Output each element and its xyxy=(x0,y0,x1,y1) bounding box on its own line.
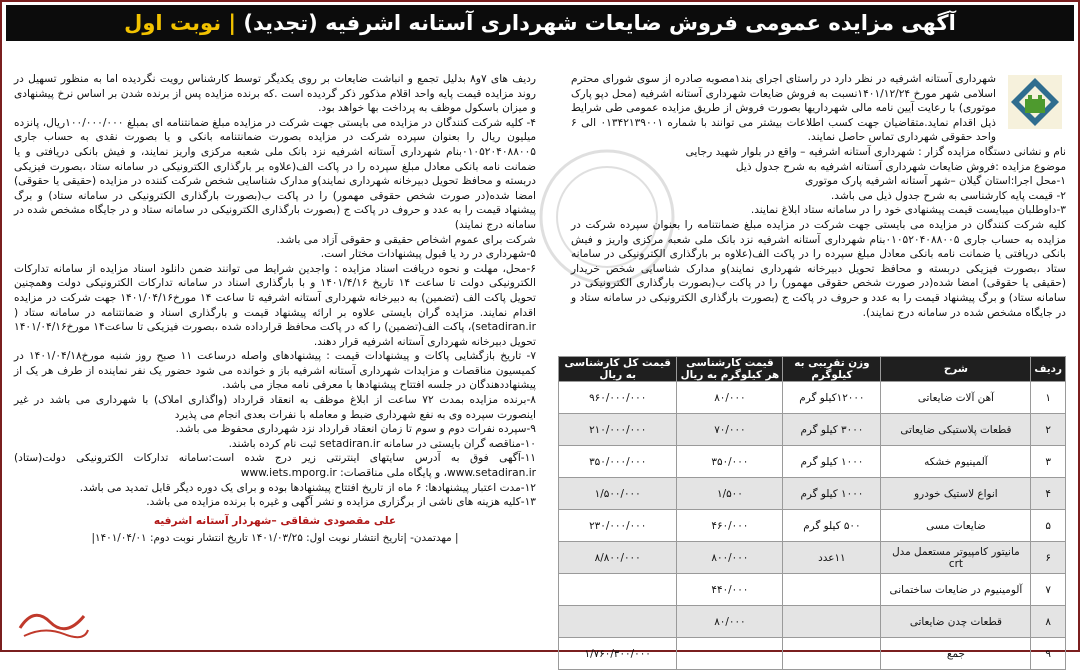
right-column xyxy=(571,72,1066,320)
row-cell: ۸۰/۰۰۰ xyxy=(677,606,783,638)
row-cell: ۵ xyxy=(1031,510,1066,542)
condition-3: ۳-داوطلبان میبایست قیمت پیشنهادی خود را در سامانه ستاد ابلاغ نمایند. xyxy=(750,204,1066,217)
round-label: | نوبت اول xyxy=(124,11,237,35)
page-title xyxy=(6,5,1074,41)
table-row xyxy=(559,510,1066,542)
row-cell: ۸۰۰/۰۰۰ xyxy=(677,542,783,574)
row-cell: ۳ xyxy=(1031,446,1066,478)
row-cell: ۹ xyxy=(1031,638,1066,670)
row-cell: آلومینیوم در ضایعات ساختمانی xyxy=(881,574,1031,606)
table-row xyxy=(559,382,1066,414)
eligibility-note: شرکت برای عموم اشخاص حقیقی و حقوقی آزاد می باشد. xyxy=(276,233,536,246)
row-cell: ۳۵۰/۰۰۰ xyxy=(677,446,783,478)
row-cell xyxy=(783,638,881,670)
table-row xyxy=(559,478,1066,510)
row-cell: ۱ xyxy=(1031,382,1066,414)
table-total-row xyxy=(559,638,1066,670)
row-cell xyxy=(677,638,783,670)
condition-5: ۵-شهرداری در رد یا قبول پیشنهادات مختار است. xyxy=(320,248,536,261)
col-header-description: شرح xyxy=(881,357,1031,382)
row-cell xyxy=(783,574,881,606)
row-cell: ۱/۷۶۰/۳۰۰/۰۰۰ xyxy=(559,638,677,670)
row-cell xyxy=(559,606,677,638)
row-cell: ۸ xyxy=(1031,606,1066,638)
condition-8: ۸-برنده مزایده بمدت ۷۲ ساعت از ابلاغ موظف به انعقاد قرارداد (واگذاری املاک) با شهرداری می باشد در غیر اینصورت سپرده وی به نفع شهرداری ضبط و معامله با نفرات بعدی انجام می پذیرد xyxy=(14,394,536,421)
row-cell: جمع xyxy=(881,638,1031,670)
table-row xyxy=(559,414,1066,446)
table-row xyxy=(559,574,1066,606)
row-cell: ۱/۵۰۰/۰۰۰ xyxy=(559,478,677,510)
condition-11: ۱۱-آگهی فوق به آدرس سایتهای اینترنتی زیر درج شده است:سامانه تدارکات الکترونیکی دولت(ستاد) www.setadiran.ir، و پایگاه ملی مناقصات: www.iets.mporg.ir xyxy=(14,452,536,480)
row-cell: ۱۰۰۰ کیلو گرم xyxy=(783,446,881,478)
row-cell: ۸۰/۰۰۰ xyxy=(677,382,783,414)
row-cell: ۳۰۰۰ کیلو گرم xyxy=(783,414,881,446)
row-cell: آلمینیوم خشکه xyxy=(881,446,1031,478)
row-cell: انواع لاستیک خودرو xyxy=(881,478,1031,510)
row-cell: ۱/۵۰۰ xyxy=(677,478,783,510)
row-cell: ۴۶۰/۰۰۰ xyxy=(677,510,783,542)
title-text: آگهی مزایده عمومی فروش ضایعات شهرداری آستانه اشرفیه (تجدید) xyxy=(243,11,956,35)
condition-1: ۱-محل اجرا:استان گیلان –شهر آستانه اشرفیه پارک موتوری xyxy=(805,175,1066,188)
table-row xyxy=(559,542,1066,574)
row-cell: قطعات چدن ضایعاتی xyxy=(881,606,1031,638)
row-cell xyxy=(559,574,677,606)
subject-line: موضوع مزایده :فروش ضایعات شهرداری آستانه اشرفیه به شرح جدول ذیل xyxy=(735,160,1066,173)
row-cell xyxy=(783,606,881,638)
row-cell: ۶ xyxy=(1031,542,1066,574)
row-cell: ۷ xyxy=(1031,574,1066,606)
mehd-tamadon-watermark-icon xyxy=(14,598,92,642)
row-cell: ۸/۸۰۰/۰۰۰ xyxy=(559,542,677,574)
condition-10: ۱۰-مناقصه گران بایستی در سامانه setadiran.ir ثبت نام کرده باشند. xyxy=(228,437,536,450)
condition-7: ۷- تاریخ بازگشایی پاکات و پیشنهادات قیمت : پیشنهادهای واصله درساعت ۱۱ صبح روز شنبه مورخ۱۴۰۱/۰۴/۱۸ در کمیسیون مناقصات و مزایدات شهرداری آستانه اشرفیه باز و خوانده می شود حضور یک نفر نماینده از طرف هر یک از پیشنهاددهندگان در جلسه افتتاح پیشنهادها با معرفی نامه مجاز می باشد. xyxy=(14,350,537,392)
deposit-paragraph: کلیه شرکت کنندگان در مزایده می بایستی جهت شرکت در مزایده مبلغ ضمانتنامه را بعنوان سپرده شرکت در مزایده به حساب جاری ۰۱۰۵۲۰۴۰۸۸۰۰۵بنام شهرداری آستانه اشرفیه نزد بانک ملی شعبه مرکزی واریز و فیش بانکی دریافتی یا ضمانت نامه بانکی معادل مبلغ سپرده را در پاکت الف(علاوه بر بارگذاری الکترونیکی در سامانه ستاد ،بصورت فیزیکی دربسته و محافظ تحویل دبیرخانه شهرداری نمایند)و مدارک شناسایی شخص خریدار (حقیقی یا حقوقی) امضا شده(در صورت شخص حقوقی مهمور) را در پاکت ب(بصورت بارگذاری الکترونیکی در سامانه ستاد) و برگ پیشنهاد قیمت را به عدد و حروف در پاکت ج (بصورت بارگذاری الکترونیکی در سامانه ستاد و در جایگاه مشخص شده در سامانه درج نمایند). xyxy=(571,218,1066,319)
condition-2: ۲- قیمت پایه کارشناسی به شرح جدول ذیل می باشد. xyxy=(830,189,1066,202)
left-column xyxy=(14,72,536,546)
row-cell: ۱۱عدد xyxy=(783,542,881,574)
condition-9: ۹-سپرده نفرات دوم و سوم تا زمان انعقاد قرارداد نزد شهرداری محفوظ می باشد. xyxy=(175,423,536,436)
note-rows-7-8: ردیف های ۷و۸ بدلیل تجمع و انباشت ضایعات بر روی یکدیگر توسط کارشناس رویت نگردیده اما به منظور تسهیل در روند مزایده قیمت پایه واحد اقلام مذکور ذکر گردیده است .که برنده مزایده پس از برنده شدن بر اساس نرخ پیشنهادی و میزان باسکول موظف به پرداخت بها خواهد بود. xyxy=(14,73,537,115)
col-header-unit-price: قیمت کارشناسی هر کیلوگرم به ریال xyxy=(677,357,783,382)
items-table xyxy=(558,356,1066,670)
row-cell: ۲ xyxy=(1031,414,1066,446)
row-cell: ضایعات مسی xyxy=(881,510,1031,542)
row-cell: ۵۰۰ کیلو گرم xyxy=(783,510,881,542)
intro-paragraph: شهرداری آستانه اشرفیه در نظر دارد در راستای اجرای بند۱مصوبه صادره از سوی شورای محترم اسلامی شهر مورخ ۱۴۰۱/۱۲/۲۴نسبت به فروش ضایعات شهرداری آستانه اشرفیه (محل دپو پارک موتوری) با رعایت آیین نامه مالی شهرداریها بصورت فروش از طریق مزایده عمومی طی شرایط ذیل اقدام نماید.متقاضیان جهت کسب اطلاعات بیشتر می توانند با شماره ۰۱۳۴۲۱۳۹۰۰۱ الی ۶ واحد حقوقی شهرداری تماس حاصل نمایند. xyxy=(571,73,996,144)
condition-12: ۱۲-مدت اعتبار پیشنهادها: ۶ ماه از تاریخ افتتاح پیشنهادها بوده و برای یک دوره دیگر قابل تمدید می باشد. xyxy=(79,481,536,494)
condition-13: ۱۳-کلیه هزینه های ناشی از برگزاری مزایده و نشر آگهی و غیره با برنده مزایده می باشد. xyxy=(146,496,536,509)
table-row xyxy=(559,446,1066,478)
mayor-signature: علی مقصودی شقاقی –شهردار آستانه اشرفیه xyxy=(153,514,397,527)
row-cell: ۲۱۰/۰۰۰/۰۰۰ xyxy=(559,414,677,446)
row-cell: ۲۳۰/۰۰۰/۰۰۰ xyxy=(559,510,677,542)
table-header-row xyxy=(559,357,1066,382)
row-cell: مانیتور کامپیوتر مستعمل مدل crt xyxy=(881,542,1031,574)
condition-6: ۶-محل، مهلت و نحوه دریافت اسناد مزایده : واجدین شرایط می توانند ضمن دانلود اسناد مزایده از سامانه تدارکات الکترونیکی دولت تا ساعت ۱۴ تاریخ ۱۴۰۱/۴/۱۶ و با بارگذاری اسناد در سامانه تدارکات الکترونیکی دولت وهمچنین تحویل پاکت الف (تضمین) به دبیرخانه شهرداری آستانه اشرفیه تا ساعت ۱۴ مورخ۱۴۰۱/۰۴/۱۶ جهت شرکت در مزایده اقدام نمایند. مزایده گران بایستی علاوه بر ارائه پیشنهاد قیمت و بارگذاری اسناد و ضمانتنامه در سامانه ستاد ( setadiran.ir)، پاکت الف(تضمین) را که در پاکت محافظ قرارداده شده ،بصورت فیزیکی تا ساعت۱۴ مورخ۱۴۰۱/۰۴/۱۶ تحویل دبیرخانه شهرداری آستانه اشرفیه قرار دهند. xyxy=(14,262,536,348)
row-cell: قطعات پلاستیکی ضایعاتی xyxy=(881,414,1031,446)
table-row xyxy=(559,606,1066,638)
row-cell: آهن آلات ضایعاتی xyxy=(881,382,1031,414)
row-cell: ۷۰/۰۰۰ xyxy=(677,414,783,446)
col-header-weight: وزن تقریبی به کیلوگرم xyxy=(783,357,881,382)
row-cell: ۴۴۰/۰۰۰ xyxy=(677,574,783,606)
row-cell: ۱۰۰۰ کیلو گرم xyxy=(783,478,881,510)
col-header-total-price: قیمت کل کارشناسی به ریال xyxy=(559,357,677,382)
row-cell: ۱۲۰۰۰کیلو گرم xyxy=(783,382,881,414)
condition-4: ۴- کلیه شرکت کنندگان در مزایده می بایستی جهت شرکت در مزایده مبلغ ضمانتنامه ای بمبلغ ۱۰۰/۰۰۰/۰۰۰ریال، پانزده میلیون ریال را بعنوان سپرده شرکت در مزایده بصورت ضمانتنامه بانکی و یا بصورت نقدی به حساب جاری ۰۱۰۵۲۰۴۰۸۸۰۰۵بنام شهرداری آستانه اشرفیه نزد بانک ملی شعبه مرکزی واریز نمایند، و فیش بانکی دریافتی و یا ضمانت نامه بانکی معادل مبلغ سپرده را در پاکت الف(علاوه بر بارگذاری الکترونیکی در سامانه ستاد ،بصورت فیزیکی دربسته و محافظ تحویل دبیرخانه شهرداری نمایند)و مدارک شناسایی شخص شرکت کننده در مزایده (حقیقی یا حقوقی) امضا شده(در صورت شخص حقوقی مهمور) را در پاکت ب(بصورت بارگذاری الکترونیکی در سامانه ستاد) و برگ پیشنهاد قیمت را به عدد و حروف در پاکت ج (بصورت بارگذاری الکترونیکی در سامانه ستاد و در جایگاه مشخص شده در سامانه درج نمایند) xyxy=(14,116,536,231)
publication-dates: | مهدتمدن- |تاریخ انتشار نوبت اول: ۱۴۰۱/۰۳/۲۵ تاریخ انتشار نوبت دوم: ۱۴۰۱/۰۴/۰۱| xyxy=(91,532,459,545)
row-cell: ۴ xyxy=(1031,478,1066,510)
address-line: نام و نشانی دستگاه مزایده گزار : شهرداری آستانه اشرفیه – واقع در بلوار شهید رجایی xyxy=(685,145,1066,158)
col-header-row-num: ردیف xyxy=(1031,357,1066,382)
row-cell: ۹۶۰/۰۰۰/۰۰۰ xyxy=(559,382,677,414)
row-cell: ۳۵۰/۰۰۰/۰۰۰ xyxy=(559,446,677,478)
